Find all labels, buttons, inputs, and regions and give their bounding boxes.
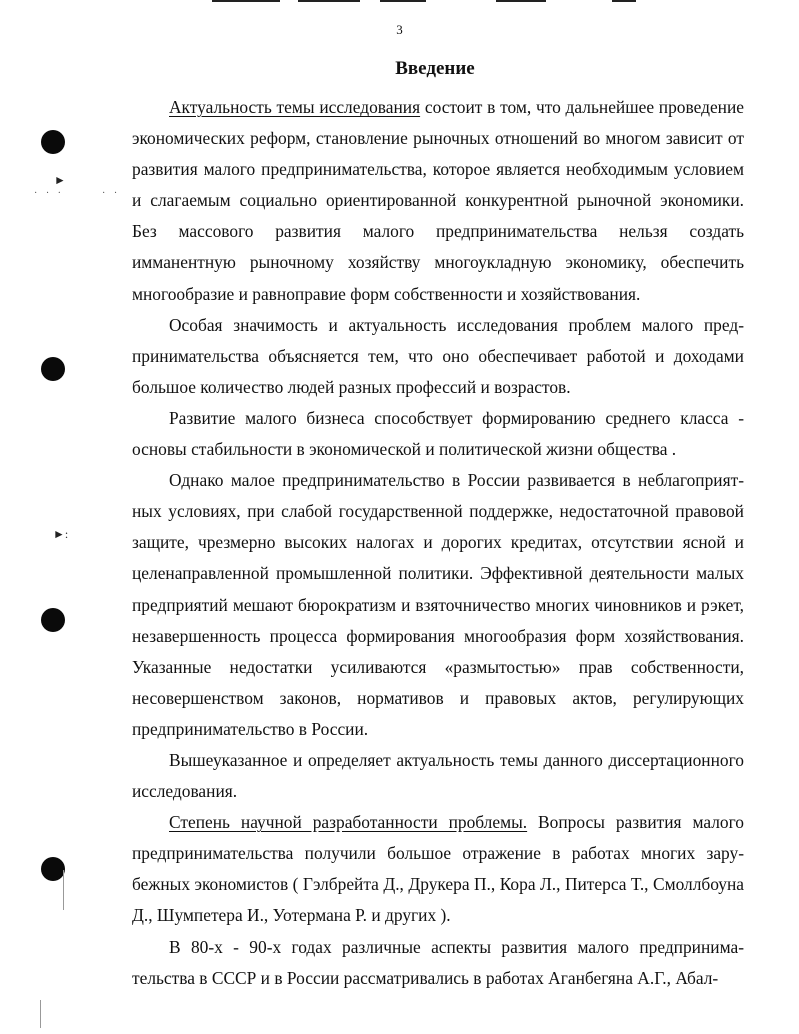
paragraph-text: Однако малое предпринимательство в России развивается в неблагоприятных условиях, при слабой государственной поддержке, недостаточной правовой защите, чрезмерно высоких налогах и дорогих кредитах, отсутствии ясной и целенаправленной промышленной политики. Эффективной деятельности малых предприятий мешают бюрократизм и взяточничество многих чиновников и рэкет, незавершенность процесса формирования многообразия форм хозяйствования. Указанные недостатки усиливаются «размытостью» прав собственности, несовершенством законов, нормативов и правовых актов, регулирующих предпринимательство в России. <box>132 470 744 739</box>
paragraph-research-degree <box>132 807 744 931</box>
scan-dots: · · <box>102 188 121 199</box>
scan-artifact-line <box>298 0 360 2</box>
paragraph <box>132 745 744 807</box>
paragraph-relevance <box>132 92 744 310</box>
paragraph-text: Вопросы развития малого предпринимательства получили большое отражение в работах многих зарубежных экономистов ( Гэлбрейта Д., Друкера П., Кора Л., Питерса Т., Смоллбоуна Д., Шумпетера И., Уотермана Р. и других ). <box>132 812 744 926</box>
binder-hole <box>41 357 65 381</box>
paragraph-text: Особая значимость и актуальность исследования проблем малого предпринимательства объясняется тем, что оно обеспечивает работой и доходами большое количество людей разных профессий и возрастов. <box>132 314 744 397</box>
paragraph-text: Развитие малого бизнеса способствует формированию среднего класса - основы стабильности в экономической и политической жизни общества . <box>132 407 744 460</box>
paragraph <box>132 465 744 745</box>
scan-artifact-line <box>612 0 636 2</box>
paragraph-text: Вышеуказанное и определяет актуальность темы данного диссертационного исследования. <box>132 749 744 802</box>
paragraph <box>132 403 744 465</box>
scan-mark-arrow: ► <box>54 173 66 187</box>
body-text <box>132 92 744 994</box>
paragraph-lead: Степень научной разработанности проблемы. <box>169 812 528 833</box>
section-title: Введение <box>395 58 475 79</box>
scan-artifact-line <box>496 0 546 2</box>
page-number: 3 <box>396 22 403 37</box>
scan-edge-line <box>40 1000 41 1028</box>
scan-artifact-line <box>380 0 426 2</box>
paragraph-text: В 80-х - 90-х годах различные аспекты развития малого предпринимательства в СССР и в России рассматривались в работах Аганбегяна А.Г., Абал- <box>132 936 744 988</box>
scan-mark-arrow: ►: <box>53 527 69 541</box>
scan-artifact-line <box>212 0 280 2</box>
binder-hole <box>41 130 65 154</box>
paragraph <box>132 932 744 994</box>
paragraph <box>132 310 744 403</box>
scan-dots: · · · <box>34 188 64 199</box>
paragraph-text: состоит в том, что дальнейшее проведение экономических реформ, становление рыночных отношений во многом зависит от развития малого предпринимательства, которое является необходимым условием и слагаемым социально ориентированной конкурентной рыночной экономики. Без массового развития малого предпринимательства нельзя создать имманентную рыночному хозяйству многоукладную экономику, обеспечить многообразие и равноправие форм собственности и хозяйствования. <box>132 97 744 304</box>
binder-hole <box>41 857 65 881</box>
scan-edge-line <box>63 870 64 910</box>
binder-hole <box>41 608 65 632</box>
paragraph-lead: Актуальность темы исследования <box>169 97 421 117</box>
